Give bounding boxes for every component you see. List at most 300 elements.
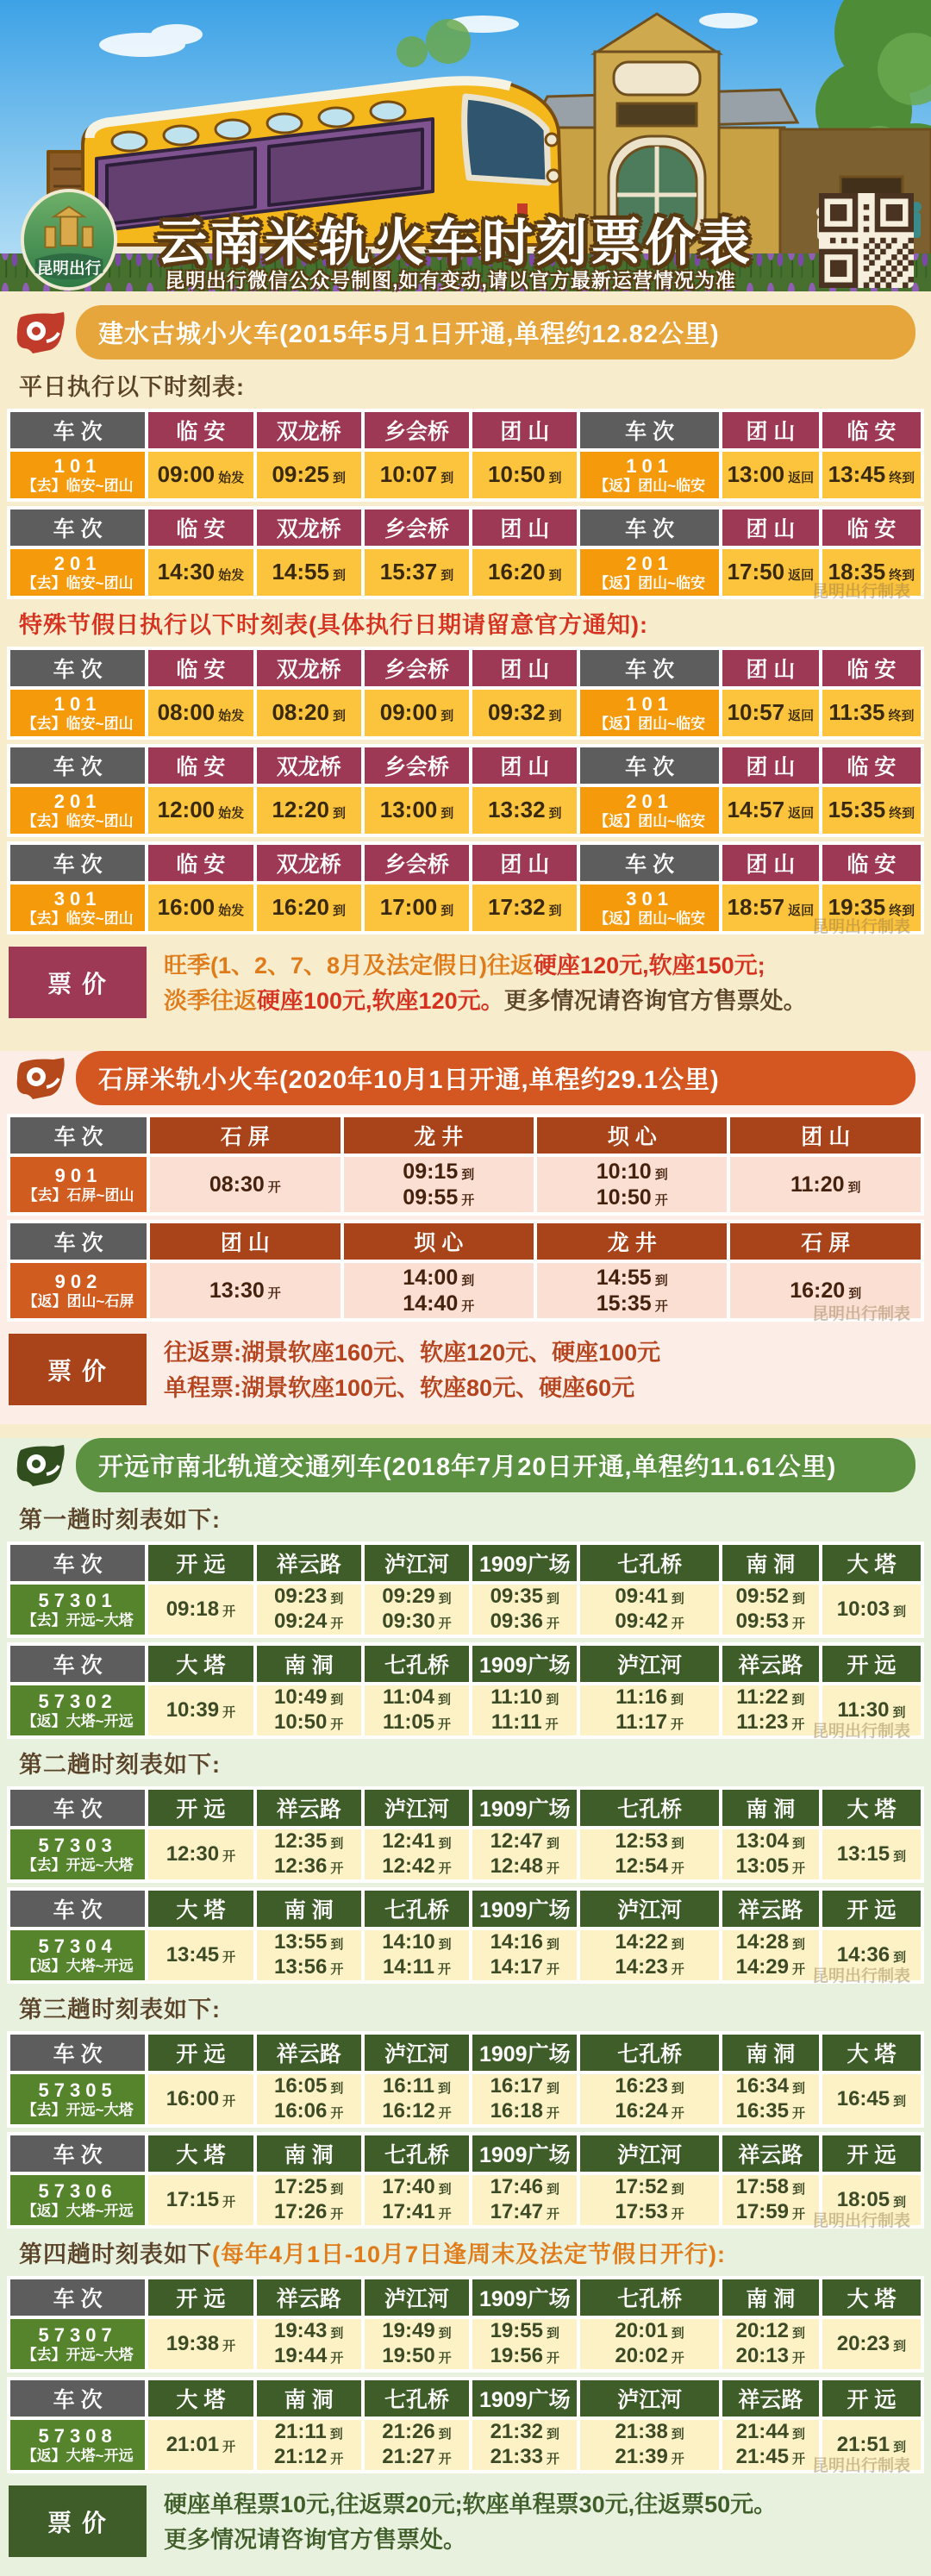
train-route: 【去】临安~团山 (22, 813, 134, 829)
time-value: 19:55 (490, 2319, 543, 2343)
time-suffix: 到 (654, 1167, 668, 1182)
column-header: 车 次 (10, 2380, 145, 2417)
train-route: 【返】大塔~开远 (22, 2203, 134, 2219)
column-header: 团 山 (722, 650, 819, 686)
time-suffix: 开 (671, 2106, 684, 2121)
time-entry (257, 797, 361, 823)
timetable (7, 1786, 924, 1883)
time-entry (365, 1610, 469, 1635)
time-entry (537, 1265, 727, 1291)
time-suffix: 开 (671, 1861, 684, 1876)
timetable (7, 409, 924, 502)
header-row (10, 2380, 921, 2417)
time-value: 13:00 (379, 797, 438, 823)
train-number: 101 (53, 692, 102, 715)
header-row (10, 1891, 921, 1927)
time-suffix: 到 (438, 2182, 452, 2198)
fare-label: 票 价 (9, 1334, 147, 1405)
header-row (10, 412, 921, 448)
time-value: 15:35 (596, 1291, 652, 1316)
time-value: 16:11 (382, 2074, 435, 2098)
train-route: 【返】团山~临安 (594, 478, 706, 494)
train-route: 【返】大塔~开远 (22, 1713, 134, 1729)
time-entry (722, 1930, 819, 1955)
time-cell (580, 1829, 718, 1879)
column-header: 大 塔 (822, 2035, 921, 2071)
time-suffix: 返回 (788, 471, 815, 486)
column-header: 车 次 (10, 1790, 145, 1826)
time-value: 21:12 (273, 2445, 328, 2468)
time-value: 17:32 (488, 894, 546, 921)
time-value: 21:32 (490, 2420, 543, 2444)
data-row (10, 690, 921, 736)
column-header: 1909广场 (472, 2135, 577, 2172)
time-value: 17:41 (382, 2200, 435, 2223)
time-value: 10:50 (596, 1185, 652, 1210)
time-value: 11:17 (615, 1710, 668, 1734)
header-row (10, 2279, 921, 2316)
data-row (10, 1585, 921, 1635)
column-header: 南 洞 (722, 2279, 819, 2316)
fare-segment: 淡季往返 (164, 987, 257, 1014)
time-value: 13:15 (836, 1841, 890, 1866)
fare-line (164, 1371, 922, 1406)
column-header: 车 次 (10, 1545, 145, 1581)
time-entry (472, 1930, 577, 1955)
time-value: 21:39 (615, 2445, 668, 2468)
column-header: 开 远 (822, 1891, 921, 1927)
column-header: 团 山 (722, 412, 819, 448)
time-value: 14:00 (403, 1266, 459, 1290)
time-entry (722, 2074, 819, 2099)
time-suffix: 到 (438, 2427, 452, 2442)
column-header: 祥云路 (257, 1545, 361, 1581)
time-suffix: 到 (330, 1692, 344, 1708)
fare-lines (164, 1334, 922, 1405)
column-header: 泸江河 (580, 1646, 718, 1682)
time-suffix: 始发 (218, 806, 245, 822)
time-entry (722, 2319, 819, 2344)
column-header: 乡会桥 (365, 510, 469, 546)
time-suffix: 到 (438, 1591, 452, 1607)
time-entry (257, 2344, 361, 2369)
time-value: 14:30 (157, 559, 216, 585)
time-suffix: 开 (546, 2452, 559, 2467)
column-header: 车 次 (10, 510, 145, 546)
column-header: 团 山 (472, 845, 577, 881)
time-value: 10:03 (836, 1597, 890, 1621)
time-entry (537, 1159, 727, 1185)
column-header: 开 远 (148, 1790, 253, 1826)
time-entry (150, 1172, 340, 1197)
time-value: 16:12 (382, 2099, 435, 2123)
time-entry (344, 1265, 534, 1291)
time-cell (822, 2319, 921, 2369)
time-cell (472, 452, 577, 498)
time-value: 12:35 (273, 1829, 328, 1854)
column-header: 乡会桥 (365, 412, 469, 448)
time-value: 13:55 (273, 1930, 328, 1954)
time-suffix: 到 (893, 2338, 907, 2354)
time-entry (365, 1685, 469, 1710)
time-value: 10:07 (379, 461, 438, 488)
time-cell (365, 1585, 469, 1635)
time-suffix: 开 (671, 2452, 684, 2467)
time-entry (365, 1829, 469, 1854)
train-icon (16, 1058, 66, 1099)
data-row (10, 2319, 921, 2369)
train-number: 101 (626, 454, 673, 477)
time-value: 09:55 (403, 1185, 459, 1210)
time-value: 14:23 (615, 1955, 668, 1979)
time-value: 21:11 (274, 2420, 327, 2444)
column-header: 团 山 (150, 1223, 340, 1260)
column-header: 临 安 (148, 412, 253, 448)
time-cell (257, 787, 361, 834)
column-header: 大 塔 (148, 1646, 253, 1682)
time-cell (722, 2319, 819, 2369)
train-cell (10, 1585, 145, 1635)
train-cell (580, 452, 718, 498)
time-cell (344, 1157, 534, 1212)
column-header: 双龙桥 (257, 510, 361, 546)
time-value: 12:30 (166, 1841, 220, 1866)
time-suffix: 开 (792, 2106, 806, 2121)
column-header: 南 洞 (257, 1891, 361, 1927)
time-value: 16:23 (615, 2074, 668, 2098)
time-suffix: 到 (671, 1692, 684, 1708)
time-suffix: 到 (441, 568, 454, 584)
column-header: 团 山 (472, 510, 577, 546)
time-value: 11:10 (490, 1685, 543, 1710)
column-header: 七孔桥 (365, 2135, 469, 2172)
time-entry (580, 2099, 718, 2124)
column-header: 车 次 (580, 412, 718, 448)
time-value: 17:53 (615, 2200, 668, 2223)
time-suffix: 开 (792, 2351, 806, 2366)
column-header: 乡会桥 (365, 650, 469, 686)
time-entry (365, 2344, 469, 2369)
time-entry (344, 1185, 534, 1210)
column-header: 泸江河 (365, 1545, 469, 1581)
train-number: 57302 (38, 1690, 117, 1712)
time-entry (257, 699, 361, 726)
column-header: 祥云路 (722, 2135, 819, 2172)
time-value: 19:49 (382, 2319, 435, 2343)
time-entry (580, 1585, 718, 1610)
column-header: 开 远 (148, 2279, 253, 2316)
time-suffix: 返回 (788, 806, 815, 822)
time-suffix: 开 (671, 2351, 684, 2366)
header-row (10, 650, 921, 686)
time-entry (365, 1854, 469, 1879)
time-entry (472, 2074, 577, 2099)
time-value: 16:20 (272, 894, 329, 921)
time-suffix: 到 (548, 471, 562, 486)
time-value: 16:18 (490, 2099, 543, 2123)
train-cell (10, 2074, 145, 2124)
time-value: 14:17 (490, 1955, 543, 1979)
time-entry (257, 1930, 361, 1955)
time-suffix: 到 (792, 2182, 806, 2198)
time-cell (257, 452, 361, 498)
time-value: 18:57 (727, 894, 785, 921)
train-cell (10, 787, 145, 834)
time-suffix: 开 (330, 1616, 344, 1631)
column-header: 南 洞 (257, 1646, 361, 1682)
time-entry (365, 2175, 469, 2200)
time-value: 20:12 (735, 2319, 789, 2343)
time-suffix: 到 (441, 471, 454, 486)
time-value: 19:35 (828, 894, 886, 921)
time-entry (722, 2420, 819, 2445)
column-header: 大 塔 (822, 1545, 921, 1581)
column-header: 临 安 (148, 747, 253, 784)
time-entry (472, 797, 577, 823)
time-entry (472, 1854, 577, 1879)
time-value: 16:17 (490, 2074, 543, 2098)
time-suffix: 到 (461, 1273, 475, 1288)
time-value: 09:25 (272, 461, 329, 488)
column-header: 车 次 (10, 2135, 145, 2172)
time-value: 12:36 (273, 1854, 328, 1878)
time-suffix: 开 (791, 1717, 805, 1732)
note-label (19, 368, 912, 402)
time-value: 14:28 (735, 1930, 789, 1954)
column-header: 泸江河 (365, 2279, 469, 2316)
time-entry (722, 1685, 819, 1710)
watermark: 昆明出行制表 (811, 2457, 910, 2475)
note-label (19, 606, 912, 640)
time-suffix: 开 (546, 1861, 559, 1876)
time-cell (580, 2074, 718, 2124)
note-label (19, 2235, 912, 2269)
train-route: 【返】团山~临安 (594, 575, 706, 591)
qr-code-icon (819, 193, 914, 288)
time-value: 11:22 (736, 1685, 789, 1710)
time-value: 21:38 (615, 2420, 668, 2444)
timetable (7, 1114, 924, 1216)
time-entry (537, 1185, 727, 1210)
header-row (10, 2135, 921, 2172)
fare-line (164, 984, 922, 1019)
time-suffix: 到 (671, 1937, 684, 1953)
column-header: 临 安 (822, 845, 921, 881)
train-route: 【去】临安~团山 (22, 575, 134, 591)
column-header: 泸江河 (365, 1790, 469, 1826)
time-cell (472, 2074, 577, 2124)
column-header: 团 山 (730, 1117, 921, 1154)
time-value: 13:45 (166, 1942, 220, 1966)
time-value: 21:01 (166, 2432, 220, 2456)
time-value: 15:35 (828, 797, 886, 823)
train-route: 【返】团山~临安 (594, 716, 706, 732)
fare-label: 票 价 (9, 2485, 147, 2557)
time-cell (822, 1829, 921, 1879)
watermark: 昆明出行制表 (811, 2212, 910, 2230)
time-value: 13:04 (735, 1829, 789, 1854)
time-entry (365, 1585, 469, 1610)
column-header: 车 次 (580, 650, 718, 686)
train-route: 【返】团山~石屏 (22, 1293, 134, 1310)
time-entry (722, 1829, 819, 1854)
time-value: 19:50 (382, 2344, 435, 2367)
time-value: 12:00 (157, 797, 216, 823)
time-cell (722, 452, 819, 498)
time-entry (580, 2175, 718, 2200)
time-entry (365, 1930, 469, 1955)
time-suffix: 到 (441, 709, 454, 724)
time-suffix: 返回 (788, 903, 815, 919)
time-cell (365, 787, 469, 834)
time-value: 08:20 (272, 699, 329, 726)
time-entry (580, 1854, 718, 1879)
time-entry (472, 2175, 577, 2200)
time-value: 09:00 (379, 699, 438, 726)
column-header: 大 塔 (148, 2380, 253, 2417)
time-suffix: 到 (792, 2081, 806, 2097)
time-suffix: 开 (438, 2106, 452, 2121)
time-suffix: 开 (438, 1861, 452, 1876)
note-label (19, 1746, 912, 1779)
train-cell (10, 1829, 145, 1879)
time-value: 16:34 (735, 2074, 789, 2098)
section-title: 开远市南北轨道交通列车(2018年7月20日开通,单程约11.61公里) (76, 1438, 915, 1492)
time-cell (580, 2319, 718, 2369)
column-header: 临 安 (822, 412, 921, 448)
column-header: 车 次 (10, 1223, 147, 1260)
time-suffix: 到 (893, 1848, 907, 1864)
column-header: 车 次 (10, 747, 145, 784)
timetable-sections (0, 305, 931, 2576)
time-suffix: 到 (332, 471, 346, 486)
train-route: 【返】团山~临安 (594, 813, 706, 829)
time-suffix: 到 (441, 806, 454, 822)
time-suffix: 开 (792, 2207, 806, 2222)
time-value: 11:04 (382, 1685, 435, 1710)
column-header: 1909广场 (472, 2380, 577, 2417)
train-icon (16, 312, 66, 353)
time-value: 10:57 (727, 699, 785, 726)
time-suffix: 开 (330, 2351, 344, 2366)
time-cell (722, 690, 819, 736)
column-header: 开 远 (822, 1646, 921, 1682)
time-entry (472, 2344, 577, 2369)
time-suffix: 到 (330, 2326, 344, 2342)
column-header: 南 洞 (722, 1545, 819, 1581)
time-cell (365, 452, 469, 498)
column-header: 泸江河 (365, 2035, 469, 2071)
header-row (10, 747, 921, 784)
time-value: 12:41 (382, 1829, 435, 1854)
time-cell (537, 1157, 727, 1212)
time-suffix: 到 (791, 1692, 805, 1708)
time-suffix: 开 (546, 2351, 559, 2366)
data-row (10, 1157, 921, 1212)
time-suffix: 到 (671, 2326, 684, 2342)
time-cell (365, 690, 469, 736)
column-header: 双龙桥 (257, 650, 361, 686)
time-suffix: 到 (893, 1604, 907, 1619)
time-value: 20:02 (615, 2344, 668, 2367)
column-header: 龙 井 (537, 1223, 727, 1260)
time-entry (472, 1685, 577, 1710)
column-header: 车 次 (10, 2279, 145, 2316)
section-banner (16, 305, 915, 360)
time-value: 12:48 (490, 1854, 543, 1878)
column-header: 七孔桥 (365, 1646, 469, 1682)
time-value: 16:45 (836, 2086, 890, 2110)
train-route: 【去】临安~团山 (22, 716, 134, 732)
time-suffix: 到 (332, 806, 346, 822)
time-suffix: 到 (438, 2326, 452, 2342)
time-suffix: 到 (654, 1273, 668, 1288)
time-entry (472, 2319, 577, 2344)
time-entry (344, 1159, 534, 1185)
time-value: 13:00 (727, 461, 785, 488)
column-header: 乡会桥 (365, 747, 469, 784)
section-jianshui (0, 305, 931, 1037)
header-row (10, 510, 921, 546)
note-label (19, 1991, 912, 2024)
column-header: 双龙桥 (257, 747, 361, 784)
time-suffix: 终到 (889, 806, 915, 822)
train-cell (10, 690, 145, 736)
time-entry (150, 1278, 340, 1304)
time-entry (722, 461, 819, 488)
column-header: 1909广场 (472, 1790, 577, 1826)
time-suffix: 开 (438, 1717, 452, 1732)
time-entry (257, 2319, 361, 2344)
train-number: 901 (54, 1164, 103, 1186)
time-value: 17:15 (166, 2187, 220, 2211)
time-entry (472, 699, 577, 726)
train-number: 201 (53, 552, 102, 574)
time-suffix: 到 (546, 2081, 559, 2097)
time-suffix: 到 (329, 2427, 343, 2442)
time-entry (365, 2319, 469, 2344)
time-suffix: 终到 (889, 568, 915, 584)
time-cell (472, 787, 577, 834)
header-row (10, 2035, 921, 2071)
time-suffix: 到 (548, 903, 562, 919)
train-number: 902 (54, 1270, 103, 1292)
time-value: 17:46 (490, 2175, 543, 2199)
time-entry (722, 1854, 819, 1879)
fare-lines (164, 947, 922, 1018)
data-row (10, 1829, 921, 1879)
time-value: 16:24 (615, 2099, 668, 2123)
time-entry (257, 1585, 361, 1610)
fare-block (9, 1334, 922, 1405)
column-header: 团 山 (722, 510, 819, 546)
fare-label: 票 价 (9, 947, 147, 1018)
column-header: 车 次 (10, 650, 145, 686)
column-header: 南 洞 (257, 2380, 361, 2417)
time-entry (257, 1829, 361, 1854)
time-value: 10:10 (596, 1160, 652, 1184)
time-entry (722, 797, 819, 823)
logo-text: 昆明出行 (36, 259, 102, 278)
time-suffix: 到 (847, 1180, 861, 1195)
time-entry (148, 1597, 253, 1623)
train-route: 【去】开远~大塔 (22, 2102, 134, 2118)
time-entry (580, 2319, 718, 2344)
time-suffix: 始发 (218, 709, 245, 724)
time-entry (257, 1685, 361, 1710)
time-value: 09:24 (273, 1610, 328, 1633)
time-value: 09:53 (735, 1610, 789, 1633)
